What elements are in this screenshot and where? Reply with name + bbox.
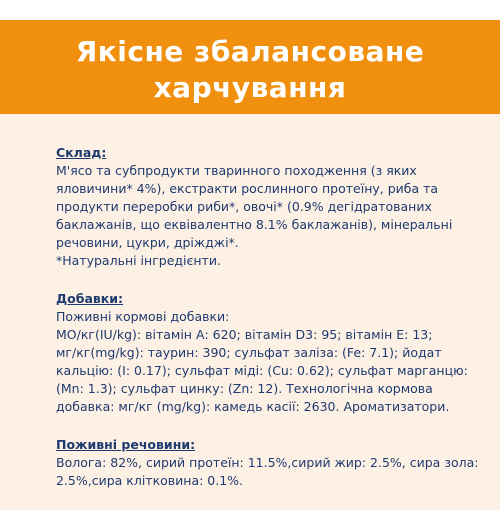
text-line: продукти переробки риби*, овочі* (0.9% дегідратованих <box>56 199 432 214</box>
text-line: кальцію: (I: 0.17); сульфат міді: (Cu: 0.62); сульфат марганцю: <box>56 363 468 378</box>
section-heading: Поживні речовини: <box>56 437 196 452</box>
text-line: *Натуральні інгредієнти. <box>56 253 221 268</box>
text-line: (Mn: 1.3); сульфат цинку: (Zn: 12). Технологічна кормова <box>56 381 433 396</box>
text-line: баклажанів, що еквівалентно 8.1% баклажанів), мінеральні <box>56 217 453 232</box>
text-line: М'ясо та субпродукти тваринного походження (з яких <box>56 163 417 178</box>
top-margin <box>0 0 500 20</box>
composition-section <box>56 144 486 270</box>
text-line: Поживні кормові добавки: <box>56 309 230 324</box>
nutrition-content <box>56 144 486 510</box>
text-line: яловичини* 4%), екстракти рослинного протеїну, риба та <box>56 181 439 196</box>
text-line: мг/кг(mg/kg): таурин: 390; сульфат заліза: (Fe: 7.1); йодат <box>56 345 442 360</box>
title-line-1: Якісне збалансоване <box>75 35 425 68</box>
page-title <box>0 20 500 106</box>
section-heading: Добавки: <box>56 291 124 306</box>
header-banner <box>0 20 500 114</box>
text-line: добавка: мг/кг (mg/kg): камедь касії: 2630. Ароматизатори. <box>56 399 450 414</box>
section-heading: Склад: <box>56 145 107 160</box>
nutrients-section <box>56 436 486 490</box>
title-line-2: харчування <box>153 71 347 104</box>
text-line: МО/кг(IU/kg): вітамін А: 620; вітамін D3: 95; вітамін Е: 13; <box>56 327 433 342</box>
additives-section <box>56 290 486 416</box>
text-line: 2.5%,сира клітковина: 0.1%. <box>56 473 244 488</box>
text-line: Волога: 82%, сирий протеїн: 11.5%,сирий жир: 2.5%, сира зола: <box>56 455 479 470</box>
text-line: речовини, цукри, дріжджі*. <box>56 235 239 250</box>
